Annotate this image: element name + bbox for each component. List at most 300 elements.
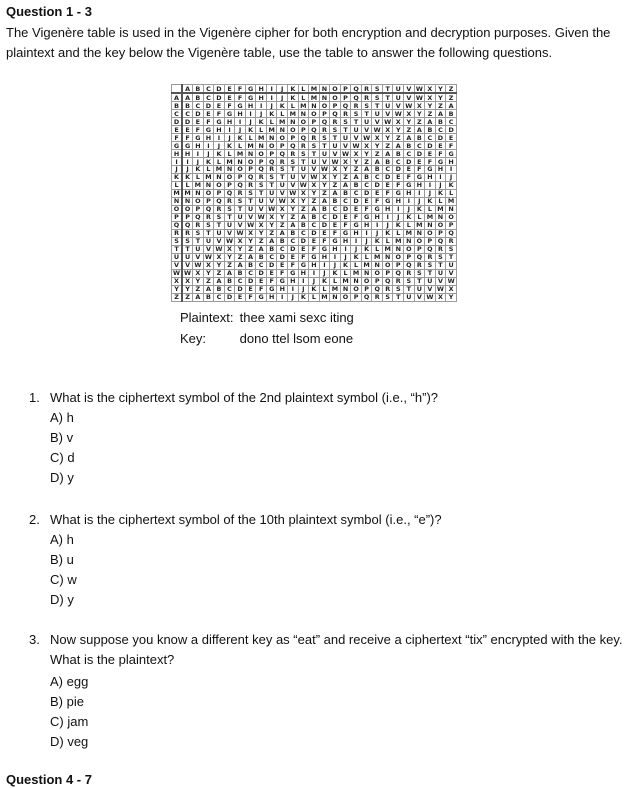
table-cell: U: [214, 229, 225, 237]
table-cell: Z: [319, 189, 330, 197]
table-cell: X: [319, 173, 330, 181]
table-cell: X: [425, 93, 436, 102]
table-cell: F: [224, 102, 235, 110]
table-cell: O: [361, 277, 372, 285]
row-header-cell: N: [172, 197, 183, 205]
table-cell: F: [309, 245, 320, 253]
table-cell: X: [351, 150, 362, 158]
table-cell: C: [277, 245, 288, 253]
table-cell: T: [435, 261, 446, 269]
table-cell: J: [414, 197, 425, 205]
table-cell: T: [425, 269, 436, 277]
table-cell: V: [182, 261, 193, 269]
table-header-row: [172, 85, 457, 94]
table-cell: M: [340, 277, 351, 285]
table-cell: E: [224, 93, 235, 102]
table-cell: K: [404, 213, 415, 221]
table-cell: O: [340, 293, 351, 301]
table-cell: T: [203, 229, 214, 237]
table-cell: N: [414, 229, 425, 237]
column-header-cell: O: [330, 85, 341, 94]
table-cell: C: [256, 261, 267, 269]
table-cell: M: [393, 237, 404, 245]
column-header-cell: Q: [351, 85, 362, 94]
option-a[interactable]: A) egg: [50, 674, 89, 689]
row-header-cell: Y: [172, 285, 183, 293]
option-c[interactable]: C) jam: [50, 714, 89, 729]
table-cell: S: [414, 269, 425, 277]
table-cell: G: [393, 189, 404, 197]
key-label: Key:: [180, 331, 207, 346]
table-cell: J: [319, 269, 330, 277]
table-cell: N: [193, 189, 204, 197]
table-cell: M: [235, 150, 246, 158]
table-cell: D: [193, 110, 204, 118]
table-cell: D: [224, 293, 235, 301]
column-header-cell: V: [404, 85, 415, 94]
table-cell: G: [414, 173, 425, 181]
table-cell: D: [340, 205, 351, 213]
table-cell: M: [288, 110, 299, 118]
table-cell: K: [435, 189, 446, 197]
table-cell: B: [319, 205, 330, 213]
table-cell: E: [404, 166, 415, 174]
column-header-cell: X: [425, 85, 436, 94]
option-d[interactable]: D) y: [50, 592, 74, 607]
table-cell: V: [193, 253, 204, 261]
table-cell: U: [266, 189, 277, 197]
table-cell: H: [330, 245, 341, 253]
row-header-cell: R: [172, 229, 183, 237]
table-cell: A: [435, 110, 446, 118]
table-cell: R: [435, 245, 446, 253]
table-cell: T: [309, 150, 320, 158]
table-cell: I: [425, 181, 436, 189]
table-cell: C: [266, 253, 277, 261]
table-cell: W: [299, 181, 307, 190]
table-cell: Z: [235, 253, 246, 261]
table-cell: Q: [245, 173, 256, 181]
table-cell: O: [203, 189, 214, 197]
table-cell: K: [266, 110, 277, 118]
table-cell: M: [309, 93, 320, 102]
table-cell: U: [351, 126, 362, 134]
table-cell: N: [235, 158, 246, 166]
table-cell: G: [182, 142, 193, 150]
table-cell: A: [182, 93, 193, 102]
table-cell: G: [256, 293, 267, 301]
table-cell: U: [182, 253, 193, 261]
table-cell: L: [425, 205, 436, 213]
column-header-cell: C: [203, 85, 214, 94]
table-cell: T: [277, 173, 288, 181]
option-d[interactable]: D) veg: [50, 734, 89, 749]
column-header-cell: H: [256, 85, 267, 94]
table-cell: L: [414, 213, 425, 221]
column-header-cell: G: [245, 85, 256, 94]
table-cell: B: [193, 93, 204, 102]
table-row: [172, 110, 457, 118]
table-cell: Q: [288, 142, 299, 150]
table-cell: P: [414, 245, 425, 253]
table-cell: A: [309, 205, 320, 213]
table-cell: V: [256, 205, 267, 213]
table-cell: I: [435, 173, 446, 181]
table-cell: X: [224, 245, 235, 253]
table-cell: F: [182, 134, 193, 142]
option-a[interactable]: A) h: [50, 410, 74, 425]
table-cell: P: [235, 173, 246, 181]
table-cell: O: [372, 269, 383, 277]
table-cell: E: [235, 293, 246, 301]
table-cell: S: [203, 221, 214, 229]
table-cell: X: [404, 110, 415, 118]
table-cell: H: [435, 166, 446, 174]
table-cell: X: [277, 205, 288, 213]
table-cell: M: [298, 102, 309, 110]
table-cell: Q: [319, 118, 330, 126]
table-cell: F: [298, 253, 309, 261]
table-cell: J: [372, 229, 383, 237]
table-cell: Q: [435, 237, 446, 245]
table-cell: A: [214, 277, 225, 285]
row-header-cell: Z: [172, 293, 183, 301]
table-cell: N: [288, 118, 299, 126]
table-cell: B: [435, 118, 446, 126]
table-cell: X: [309, 181, 320, 189]
table-cell: G: [435, 158, 446, 166]
table-cell: G: [203, 126, 214, 134]
table-cell: U: [330, 142, 341, 150]
table-cell: R: [393, 277, 404, 285]
table-cell: G: [446, 150, 457, 158]
table-cell: S: [235, 197, 246, 205]
table-cell: I: [414, 189, 425, 197]
table-cell: T: [330, 134, 341, 142]
table-cell: V: [435, 277, 446, 285]
table-cell: M: [330, 285, 341, 293]
table-cell: W: [363, 133, 371, 142]
question-2-options: [50, 530, 77, 610]
table-cell: N: [425, 221, 436, 229]
table-cell: Q: [277, 150, 288, 158]
table-cell: J: [298, 285, 309, 293]
table-cell: X: [266, 213, 277, 221]
table-cell: T: [414, 277, 425, 285]
option-b[interactable]: B) u: [50, 552, 74, 567]
column-header-cell: J: [277, 85, 288, 94]
row-header-cell: J: [172, 166, 183, 174]
table-cell: D: [361, 189, 372, 197]
table-cell: D: [425, 142, 436, 150]
table-cell: W: [289, 189, 297, 198]
table-cell: F: [330, 229, 341, 237]
table-cell: W: [320, 165, 328, 174]
table-cell: R: [235, 189, 246, 197]
table-cell: F: [382, 189, 393, 197]
table-cell: O: [435, 221, 446, 229]
table-cell: N: [214, 173, 225, 181]
table-cell: M: [361, 261, 372, 269]
table-cell: V: [203, 245, 214, 253]
table-row: [172, 93, 457, 102]
table-cell: A: [193, 293, 204, 301]
table-cell: M: [266, 126, 277, 134]
table-cell: L: [404, 221, 415, 229]
table-cell: N: [203, 181, 214, 189]
table-row: [172, 293, 457, 301]
table-cell: J: [309, 277, 320, 285]
table-cell: D: [182, 118, 193, 126]
table-cell: F: [203, 118, 214, 126]
table-cell: A: [446, 102, 457, 110]
option-a[interactable]: A) h: [50, 532, 74, 547]
table-cell: Q: [446, 229, 457, 237]
table-cell: K: [256, 118, 267, 126]
table-cell: K: [203, 158, 214, 166]
table-cell: Z: [372, 150, 383, 158]
table-cell: S: [277, 166, 288, 174]
table-cell: Y: [224, 253, 235, 261]
table-cell: D: [214, 93, 225, 102]
table-cell: K: [361, 245, 372, 253]
table-cell: A: [382, 150, 393, 158]
table-cell: Y: [382, 134, 393, 142]
table-cell: S: [372, 93, 383, 102]
table-cell: W: [247, 221, 255, 230]
table-cell: I: [235, 118, 246, 126]
table-cell: Z: [193, 285, 204, 293]
table-cell: G: [319, 245, 330, 253]
table-cell: R: [256, 173, 267, 181]
table-cell: B: [309, 213, 320, 221]
table-cell: N: [361, 269, 372, 277]
table-cell: U: [340, 134, 351, 142]
row-header-cell: C: [172, 110, 183, 118]
table-cell: E: [393, 173, 404, 181]
table-cell: W: [405, 101, 413, 110]
table-cell: V: [351, 134, 362, 142]
table-cell: O: [330, 93, 341, 102]
table-cell: B: [245, 261, 256, 269]
table-cell: C: [435, 126, 446, 134]
table-cell: B: [382, 158, 393, 166]
table-cell: A: [361, 166, 372, 174]
table-cell: J: [277, 93, 288, 102]
table-cell: W: [236, 229, 244, 238]
table-cell: O: [382, 261, 393, 269]
table-cell: D: [288, 245, 299, 253]
table-cell: C: [235, 277, 246, 285]
table-cell: I: [351, 237, 362, 245]
table-cell: M: [245, 142, 256, 150]
question-1: [29, 388, 629, 408]
table-cell: R: [340, 110, 351, 118]
table-cell: O: [193, 197, 204, 205]
table-cell: U: [425, 277, 436, 285]
table-cell: N: [393, 245, 404, 253]
table-cell: J: [224, 134, 235, 142]
table-cell: N: [319, 93, 330, 102]
table-cell: Q: [203, 205, 214, 213]
plaintext-line: [180, 310, 354, 326]
table-cell: J: [214, 142, 225, 150]
table-cell: L: [256, 126, 267, 134]
table-cell: J: [235, 126, 246, 134]
table-cell: Y: [414, 110, 425, 118]
row-header-cell: E: [172, 126, 183, 134]
table-row: [172, 237, 457, 245]
table-cell: X: [182, 277, 193, 285]
table-cell: N: [309, 102, 320, 110]
table-cell: X: [235, 237, 246, 245]
table-cell: L: [235, 142, 246, 150]
table-cell: K: [224, 142, 235, 150]
table-cell: V: [309, 166, 320, 174]
column-header-cell: F: [235, 85, 246, 94]
table-cell: U: [382, 102, 393, 110]
table-cell: L: [298, 93, 309, 102]
table-cell: Y: [182, 285, 193, 293]
table-row: [172, 142, 457, 150]
table-cell: R: [319, 126, 330, 134]
table-cell: F: [235, 93, 246, 102]
table-cell: U: [298, 166, 309, 174]
table-cell: W: [278, 197, 286, 206]
table-cell: R: [277, 158, 288, 166]
table-cell: Y: [330, 173, 341, 181]
table-cell: H: [266, 293, 277, 301]
option-d[interactable]: D) y: [50, 470, 74, 485]
table-cell: H: [298, 269, 309, 277]
table-cell: L: [309, 293, 320, 301]
table-cell: B: [182, 102, 193, 110]
table-cell: V: [266, 197, 277, 205]
table-cell: T: [404, 285, 415, 293]
table-cell: Q: [330, 110, 341, 118]
table-cell: R: [203, 213, 214, 221]
table-cell: W: [331, 157, 339, 166]
table-cell: X: [330, 166, 341, 174]
table-cell: Q: [404, 261, 415, 269]
table-cell: D: [446, 126, 457, 134]
table-cell: V: [298, 173, 309, 181]
table-cell: H: [235, 110, 246, 118]
option-c[interactable]: C) d: [50, 450, 75, 465]
row-header-cell: D: [172, 118, 183, 126]
table-cell: J: [182, 166, 193, 174]
table-cell: K: [330, 269, 341, 277]
row-header-cell: T: [172, 245, 183, 253]
table-cell: N: [372, 261, 383, 269]
table-row: [172, 126, 457, 134]
table-cell: P: [298, 126, 309, 134]
table-cell: G: [277, 277, 288, 285]
table-cell: Q: [414, 253, 425, 261]
table-cell: O: [351, 285, 362, 293]
table-cell: I: [340, 245, 351, 253]
table-cell: R: [214, 205, 225, 213]
table-cell: X: [340, 158, 351, 166]
table-cell: R: [266, 166, 277, 174]
table-cell: U: [235, 213, 246, 221]
table-cell: M: [214, 166, 225, 174]
table-cell: I: [182, 158, 193, 166]
table-cell: P: [203, 197, 214, 205]
table-cell: W: [394, 109, 402, 118]
table-cell: A: [235, 261, 246, 269]
table-row: [172, 245, 457, 253]
table-cell: B: [214, 285, 225, 293]
option-c[interactable]: C) w: [50, 572, 77, 587]
table-cell: J: [435, 181, 446, 189]
table-cell: L: [214, 158, 225, 166]
table-cell: K: [351, 253, 362, 261]
table-row: [172, 158, 457, 166]
table-cell: I: [245, 110, 256, 118]
next-section-heading: Question 4 - 7: [6, 772, 92, 787]
table-cell: U: [288, 173, 299, 181]
table-cell: T: [193, 237, 204, 245]
table-cell: T: [224, 213, 235, 221]
table-cell: U: [361, 118, 372, 126]
table-row: [172, 150, 457, 158]
table-cell: K: [340, 261, 351, 269]
table-cell: R: [309, 134, 320, 142]
table-cell: F: [404, 173, 415, 181]
table-cell: T: [393, 293, 404, 301]
row-header-cell: U: [172, 253, 183, 261]
table-cell: A: [256, 245, 267, 253]
table-cell: N: [404, 237, 415, 245]
table-cell: E: [182, 126, 193, 134]
table-cell: Z: [256, 237, 267, 245]
table-cell: I: [193, 150, 204, 158]
table-row: [172, 181, 457, 189]
table-cell: Z: [298, 205, 309, 213]
table-cell: Q: [256, 166, 267, 174]
table-cell: U: [446, 261, 457, 269]
table-cell: J: [256, 110, 267, 118]
table-cell: I: [309, 269, 320, 277]
table-cell: R: [361, 93, 372, 102]
table-cell: Q: [340, 102, 351, 110]
column-header-cell: K: [288, 85, 299, 94]
table-cell: O: [182, 205, 193, 213]
option-b[interactable]: B) v: [50, 430, 74, 445]
intro-paragraph: The Vigenère table is used in the Vigenère cipher for both encryption and decryption purposes. Given the plaintext and the key below the Vigenère table, use the table to answer the following questions.: [6, 25, 611, 60]
table-cell: B: [414, 134, 425, 142]
table-cell: E: [256, 277, 267, 285]
table-cell: S: [245, 189, 256, 197]
table-cell: I: [361, 229, 372, 237]
table-cell: Q: [235, 181, 246, 189]
table-cell: C: [193, 102, 204, 110]
table-cell: P: [446, 221, 457, 229]
table-cell: E: [245, 285, 256, 293]
table-cell: F: [266, 277, 277, 285]
table-row: [172, 189, 457, 197]
table-cell: U: [393, 93, 404, 102]
table-cell: Y: [435, 93, 446, 102]
table-cell: N: [182, 197, 193, 205]
table-cell: G: [214, 118, 225, 126]
table-cell: F: [414, 166, 425, 174]
table-cell: Y: [372, 142, 383, 150]
table-cell: M: [382, 245, 393, 253]
option-b[interactable]: B) pie: [50, 694, 84, 709]
table-cell: N: [298, 110, 309, 118]
